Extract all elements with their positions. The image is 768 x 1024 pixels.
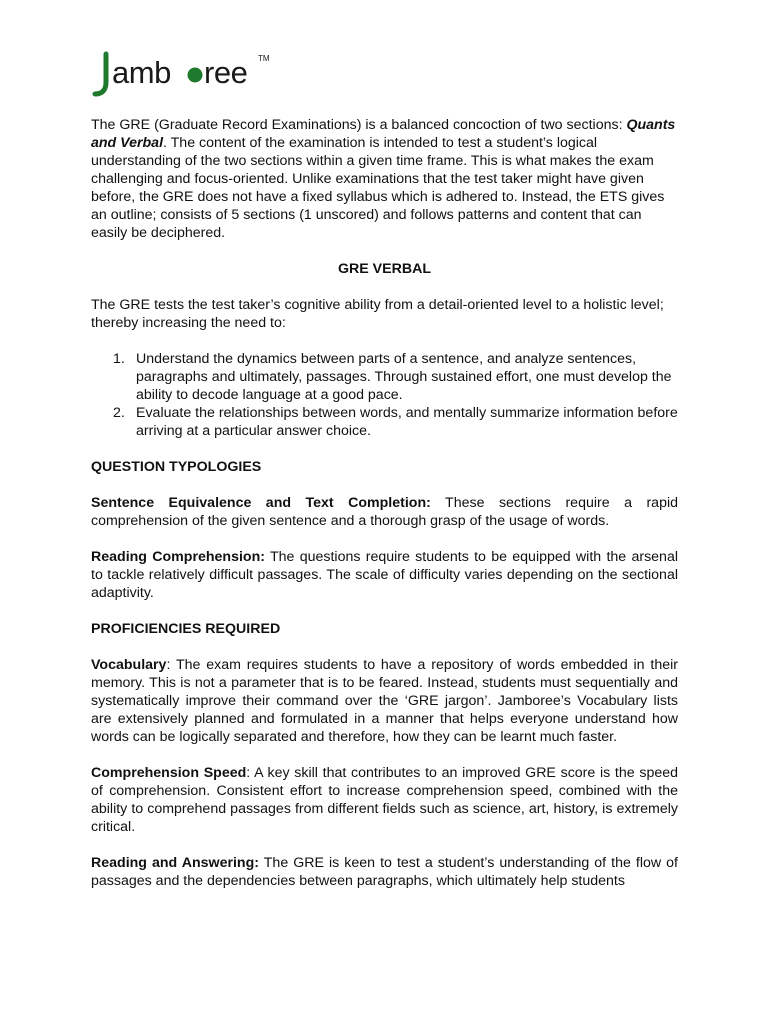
intro-emphasis: Quants and Verbal xyxy=(91,117,676,151)
typology-text: These sections require a rapid comprehension of the given sentence and a thorough grasp of the usage of words. xyxy=(91,495,678,529)
jamboree-logo-graphic xyxy=(90,48,290,98)
typology-sentence-equivalence xyxy=(91,494,678,530)
intro-text-b: . The content of the examination is intended to test a student’s logical understanding of the two sections within a given time frame. This is what makes the exam challenging and focus-oriented. Unlike examinations that the test taker might have given before, the GRE does not have a fixed syllabus which is adhered to. Instead, the ETS gives an outline; consists of 5 sections (1 unscored) and follows patterns and content that can easily be deciphered. xyxy=(91,135,665,241)
intro-paragraph xyxy=(91,116,678,242)
list-item-text: Evaluate the relationships between words, and mentally summarize information before arriving at a particular answer choice. xyxy=(136,405,678,439)
proficiency-comprehension-speed xyxy=(91,764,678,836)
proficiency-label: Vocabulary xyxy=(91,657,167,673)
proficiency-label: Reading and Answering: xyxy=(91,855,259,871)
proficiency-reading-answering xyxy=(91,854,678,890)
svg-text:ree: ree xyxy=(204,55,248,90)
jamboree-logo xyxy=(90,48,290,98)
proficiency-text: The GRE is keen to test a student’s understanding of the flow of passages and the dependencies between paragraphs, which ultimately help students xyxy=(91,855,678,889)
verbal-list-item-1 xyxy=(91,350,678,404)
svg-text:TM: TM xyxy=(258,54,270,63)
verbal-list xyxy=(91,350,678,440)
typology-text: The questions require students to be equipped with the arsenal to tackle relatively difficult passages. The scale of difficulty varies depending on the sectional adaptivity. xyxy=(91,549,678,601)
list-number: 1. xyxy=(113,351,125,367)
question-typologies-heading: QUESTION TYPOLOGIES xyxy=(91,459,262,475)
proficiency-text: : A key skill that contributes to an improved GRE score is the speed of comprehension. Consistent effort to increase comprehension speed, combined with the ability to comprehend passages from different fields such as science, art, history, is extremely critical. xyxy=(91,765,679,835)
typology-reading-comprehension xyxy=(91,548,678,602)
proficiency-label: Comprehension Speed xyxy=(91,765,247,781)
list-item-text: Understand the dynamics between parts of a sentence, and analyze sentences, paragraphs and ultimately, passages. Through sustained effort, one must develop the ability to decode language at a good pace. xyxy=(136,351,672,403)
list-number: 2. xyxy=(113,405,125,421)
intro-text-a: The GRE (Graduate Record Examinations) is a balanced concoction of two sections: xyxy=(91,117,627,133)
document-body xyxy=(91,116,678,890)
typology-label: Reading Comprehension: xyxy=(91,549,265,565)
verbal-list-item-2 xyxy=(91,404,678,440)
proficiencies-heading: PROFICIENCIES REQUIRED xyxy=(91,621,281,637)
proficiency-vocabulary xyxy=(91,656,678,746)
gre-verbal-heading: GRE VERBAL xyxy=(337,261,431,277)
svg-text:amb: amb xyxy=(112,55,171,90)
proficiency-text: : The exam requires students to have a repository of words embedded in their memory. This is not a parameter that is to be feared. Instead, students must sequentially and systematically improve their command over the ‘GRE jargon’. Jamboree’s Vocabulary lists are extensively planned and formulated in a manner that helps everyone understand how words can be logically separated and therefore, how they can be learnt much faster. xyxy=(91,657,678,745)
verbal-intro: The GRE tests the test taker’s cognitive ability from a detail-oriented level to a holistic level; thereby increasing the need to: xyxy=(91,297,664,331)
typology-label: Sentence Equivalence and Text Completion: xyxy=(91,495,431,511)
